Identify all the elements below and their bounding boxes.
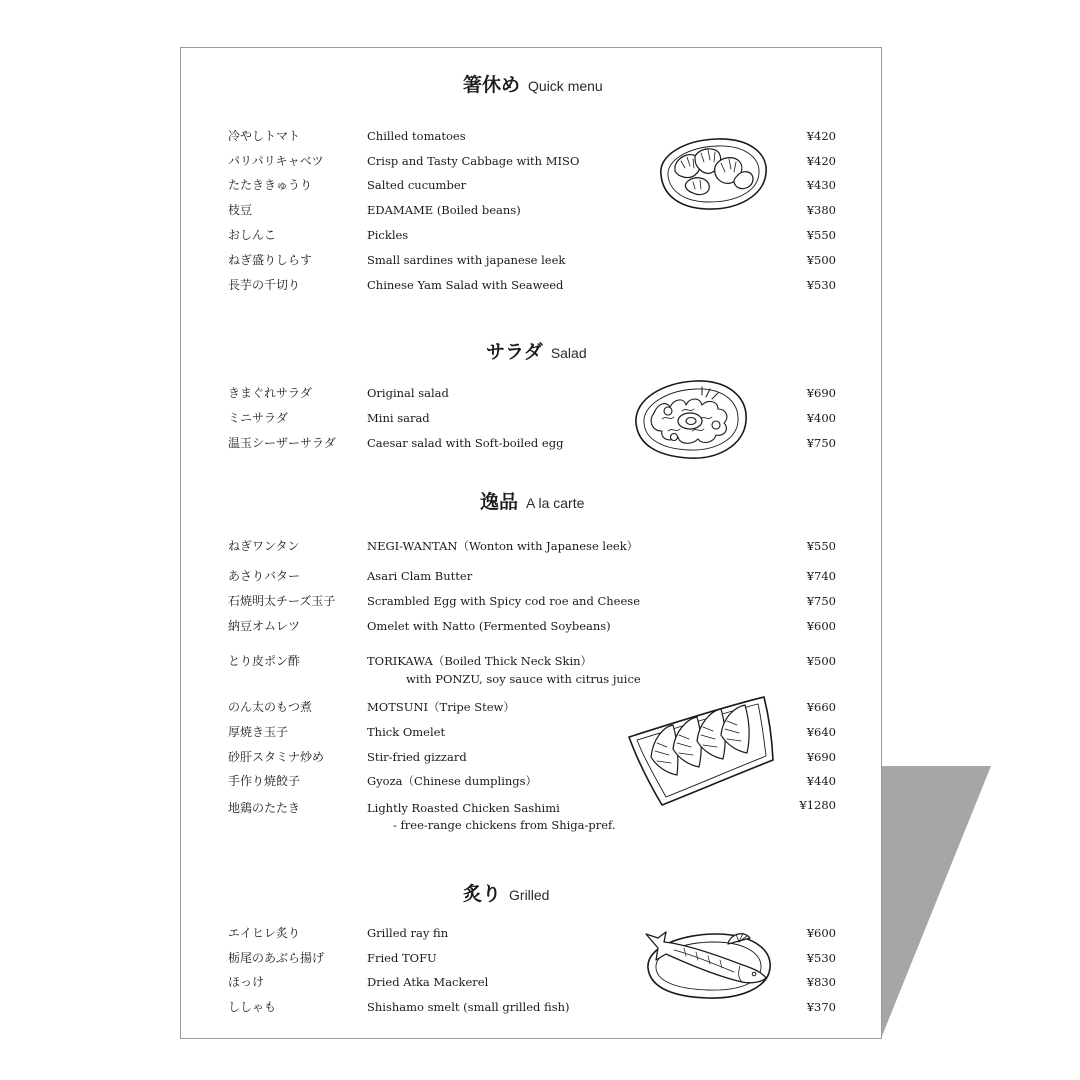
item-name-en: Dried Atka Mackerel [367, 975, 489, 989]
section-title-en: A la carte [526, 495, 585, 511]
item-name-en: MOTSUNI（Tripe Stew） [367, 700, 515, 714]
menu-item [181, 800, 881, 834]
item-name-ja: 温玉シーザーサラダ [228, 436, 336, 450]
item-name-ja: 厚焼き玉子 [228, 725, 289, 739]
section-heading-quick-menu [463, 71, 603, 99]
item-note: with PONZU, soy sauce with citrus juice [406, 672, 641, 686]
menu-item [181, 593, 881, 609]
item-name-ja: おしんこ [228, 228, 277, 242]
item-name-ja: とり皮ポン酢 [228, 654, 301, 668]
item-name-ja: パリパリキャベツ [228, 154, 324, 168]
item-price: ¥640 [806, 725, 836, 739]
item-price: ¥550 [806, 539, 836, 553]
item-price: ¥550 [806, 228, 836, 242]
grilled-fish-plate-illustration [644, 928, 774, 1000]
gyoza-plate-illustration [627, 695, 775, 807]
menu-item [181, 699, 881, 715]
menu-item [181, 153, 881, 169]
item-price: ¥690 [806, 386, 836, 400]
item-note: - free-range chickens from Shiga-pref. [393, 818, 616, 832]
menu-item [181, 385, 881, 401]
item-price: ¥750 [806, 436, 836, 450]
menu-item [181, 618, 881, 634]
item-name-en: Caesar salad with Soft-boiled egg [367, 436, 564, 450]
item-price: ¥600 [806, 619, 836, 633]
item-name-ja: 枝豆 [228, 203, 253, 217]
item-price: ¥750 [806, 594, 836, 608]
item-price: ¥420 [806, 129, 836, 143]
item-name-ja: 納豆オムレツ [228, 619, 301, 633]
item-price: ¥370 [806, 1000, 836, 1014]
menu-item [181, 177, 881, 193]
item-name-ja: ねぎワンタン [228, 539, 300, 553]
menu-item [181, 773, 881, 789]
item-price: ¥600 [806, 926, 836, 940]
item-name-ja: 栃尾のあぶら揚げ [228, 951, 325, 965]
item-price: ¥830 [806, 975, 836, 989]
item-name-en: Mini sarad [367, 411, 430, 425]
menu-item [181, 227, 881, 243]
item-price: ¥420 [806, 154, 836, 168]
section-title-ja: 箸休め [463, 74, 521, 96]
item-name-ja: 手作り焼餃子 [228, 774, 301, 788]
item-price: ¥500 [806, 654, 836, 668]
item-name-en: Fried TOFU [367, 951, 437, 965]
menu-item [181, 410, 881, 426]
menu-item [181, 724, 881, 740]
item-name-en: Thick Omelet [367, 725, 446, 739]
item-name-en: Chinese Yam Salad with Seaweed [367, 278, 564, 292]
item-name-en: Gyoza（Chinese dumplings） [367, 774, 538, 788]
item-name-ja: ねぎ盛りしらす [228, 253, 313, 267]
salad-plate-illustration [632, 375, 750, 463]
item-name-ja: あさりバター [228, 569, 301, 583]
section-heading-grilled [463, 880, 549, 908]
item-price: ¥380 [806, 203, 836, 217]
menu-item [181, 277, 881, 293]
section-title-ja: 炙り [463, 883, 502, 905]
menu-item [181, 568, 881, 584]
item-name-ja: たたききゅうり [228, 178, 313, 192]
item-name-ja: ほっけ [228, 975, 265, 989]
item-price: ¥440 [806, 774, 836, 788]
menu-item [181, 128, 881, 144]
item-price: ¥690 [806, 750, 836, 764]
menu-item [181, 653, 881, 687]
item-name-ja: のん太のもつ煮 [228, 700, 313, 714]
menu-page [180, 47, 882, 1039]
item-name-en: Salted cucumber [367, 178, 467, 192]
item-name-ja: ミニサラダ [228, 411, 288, 425]
section-title-en: Salad [550, 345, 587, 361]
section-title-en: Quick menu [528, 78, 603, 94]
item-price: ¥740 [806, 569, 836, 583]
menu-item [181, 252, 881, 268]
item-name-ja: ししゃも [228, 1000, 277, 1014]
item-name-en: Pickles [367, 228, 409, 242]
menu-item [181, 749, 881, 765]
menu-item [181, 202, 881, 218]
section-heading-salad [486, 338, 587, 366]
item-price: ¥500 [806, 253, 836, 267]
item-name-en: Lightly Roasted Chicken Sashimi [367, 801, 560, 815]
item-name-en: Asari Clam Butter [367, 569, 473, 583]
item-name-ja: エイヒレ炙り [228, 926, 301, 940]
item-name-en: Scrambled Egg with Spicy cod roe and Cheese [367, 594, 640, 608]
section-title-en: Grilled [509, 887, 550, 903]
item-name-ja: 砂肝スタミナ炒め [228, 750, 325, 764]
item-name-en: Grilled ray fin [367, 926, 449, 940]
menu-item [181, 950, 881, 966]
item-name-en: Omelet with Natto (Fermented Soybeans) [367, 619, 611, 633]
menu-item [181, 974, 881, 990]
item-name-en: Small sardines with japanese leek [367, 253, 566, 267]
item-name-ja: 石焼明太チーズ玉子 [228, 594, 336, 608]
menu-item [181, 435, 881, 451]
section-title-ja: サラダ [486, 341, 543, 363]
menu-item [181, 925, 881, 941]
item-price: ¥430 [806, 178, 836, 192]
section-title-ja: 逸品 [480, 491, 519, 513]
item-name-en: Stir-fried gizzard [367, 750, 467, 764]
item-price: ¥530 [806, 278, 836, 292]
page-shadow-shape [881, 766, 991, 1036]
item-price: ¥530 [806, 951, 836, 965]
item-name-ja: 長芋の千切り [228, 278, 301, 292]
item-name-ja: きまぐれサラダ [228, 386, 312, 400]
item-name-en: Original salad [367, 386, 449, 400]
item-name-en: EDAMAME (Boiled beans) [367, 203, 521, 217]
item-name-en: Chilled tomatoes [367, 129, 466, 143]
menu-item [181, 538, 881, 554]
item-name-en: Crisp and Tasty Cabbage with MISO [367, 154, 580, 168]
item-price: ¥1280 [799, 798, 836, 812]
side-dish-plate-illustration [655, 135, 770, 213]
item-name-en: TORIKAWA（Boiled Thick Neck Skin） [367, 654, 593, 668]
item-name-ja: 冷やしトマト [228, 129, 301, 143]
item-name-en: Shishamo smelt (small grilled fish) [367, 1000, 570, 1014]
section-heading-a-la-carte [480, 488, 584, 516]
item-name-en: NEGI-WANTAN（Wonton with Japanese leek） [367, 539, 639, 553]
item-price: ¥660 [806, 700, 836, 714]
item-price: ¥400 [806, 411, 836, 425]
menu-item [181, 999, 881, 1015]
item-name-ja: 地鶏のたたき [228, 801, 301, 815]
